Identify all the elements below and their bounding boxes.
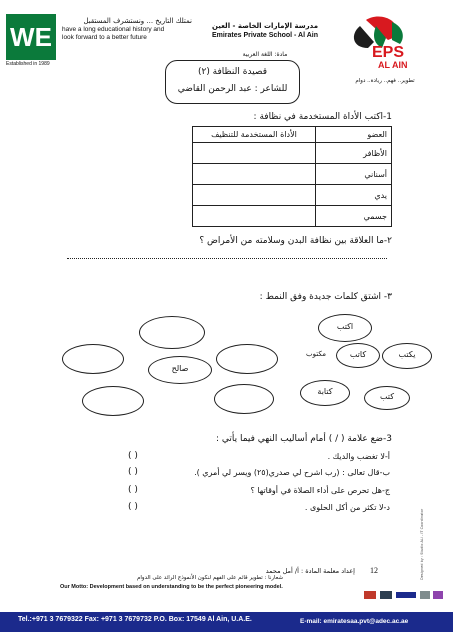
eps-slogan: تطوير.. فهم.. ريادة.. دوام — [355, 78, 415, 84]
we-established: Established in 1989 — [6, 61, 50, 67]
we-english-line-2: look forward to a better future — [62, 34, 147, 41]
example-word-top: اكتب — [336, 322, 354, 331]
lesson-poet: للشاعر : عبد الرحمن القاضي — [177, 84, 288, 94]
school-name-arabic: مدرسة الإمارات الخاصة - العين — [211, 22, 319, 30]
side-credit-right: Designed by : Studio ALi - IT Coordinator — [420, 508, 424, 580]
eps-logo-text: EPS — [372, 44, 405, 61]
we-english-line-1: have a long educational history and — [62, 26, 165, 33]
motto-arabic: شعارنا : تطوير قائم على الفهم لنكون الأنموذج الرائد على الدوام — [137, 575, 283, 581]
page-number: 12 — [370, 566, 378, 575]
contact-phone-address: Tel.:+971 3 7679322 Fax: +971 3 7679732 P.O. Box: 17549 Al Ain, U.A.E. — [18, 616, 252, 623]
example-word-left: مكتوب — [306, 350, 326, 358]
empty-oval-right[interactable] — [216, 344, 278, 374]
we-english-slogan — [62, 26, 192, 42]
organ-cell: يدي — [316, 185, 392, 206]
empty-oval-bottom-right[interactable] — [214, 384, 274, 414]
organ-cell: أسناني — [316, 164, 392, 185]
tool-answer-cell[interactable] — [193, 143, 316, 164]
eps-city-text: AL AIN — [378, 60, 408, 70]
we-arabic-slogan: نمتلك التاريخ ... ونستشرف المستقبل — [83, 17, 192, 25]
answer-dotted-line[interactable] — [67, 257, 387, 259]
prepared-by: إعداد معلمة المادة : أ/ أمل محمد — [265, 567, 355, 575]
motto-english: Our Motto: Development based on understanding to be the perfect pioneering model. — [60, 584, 283, 590]
school-name-english: Emirates Private School - Al Ain — [211, 32, 319, 39]
question-4-item: ب-قال تعالى : (رب اشرح لي صدري(٢٥) ويسر لي أمري ). — [194, 468, 390, 477]
empty-oval-left[interactable] — [62, 344, 124, 374]
table-row — [193, 164, 392, 185]
answer-parens[interactable]: ( ) — [128, 485, 138, 495]
table-row — [193, 143, 392, 164]
question-4-item: ج-هل تحرص على أداء الصلاة في أوقاتها ؟ — [250, 486, 390, 495]
column-header-tool: الأداة المستخدمة للتنظيف — [193, 127, 316, 143]
question-1-prompt: 1-اكتب الأداة المستخدمة في نظافة : — [253, 112, 392, 122]
subject-label: مادة: اللغة العربية — [242, 51, 288, 58]
question-4-item: د-لا تكثر من أكل الحلوى . — [304, 503, 390, 512]
lesson-title: قصيدة النظافة (٢) — [197, 67, 268, 77]
table-header-row — [193, 127, 392, 143]
tool-answer-cell[interactable] — [193, 206, 316, 227]
answer-parens[interactable]: ( ) — [128, 451, 138, 461]
table-row — [193, 185, 392, 206]
exercise-word: صالح — [171, 364, 189, 373]
example-word-right: يكتب — [398, 350, 416, 359]
answer-parens[interactable]: ( ) — [128, 502, 138, 512]
tool-answer-cell[interactable] — [193, 185, 316, 206]
question-4-item: أ-لا تغضب والديك . — [327, 452, 390, 461]
table-row — [193, 206, 392, 227]
accreditation-logos-icon — [364, 590, 444, 600]
organ-cell: جسمي — [316, 206, 392, 227]
example-word-bottom-left: كتابة — [317, 387, 333, 396]
contact-email[interactable]: E-mail: emiratesaa.pvt@adec.ac.ae — [300, 618, 409, 625]
question-4-prompt: 3-ضع علامة ( / ) أمام أساليب النهي فيما يأتي : — [215, 434, 392, 444]
tool-answer-cell[interactable] — [193, 164, 316, 185]
example-word-center: كاتب — [349, 350, 367, 359]
example-word-bottom-right: كتب — [379, 392, 395, 401]
question-2-prompt: ٢-ما العلاقة بين نظافة البدن وسلامته من الأمراض ؟ — [199, 236, 392, 246]
cleaning-tools-table — [192, 126, 392, 227]
question-3-prompt: ٣- اشتق كلمات جديدة وفق النمط : — [259, 292, 392, 302]
we-logo: WE — [6, 14, 56, 60]
answer-parens[interactable]: ( ) — [128, 467, 138, 477]
column-header-organ: العضو — [316, 127, 392, 143]
organ-cell: الأظافر — [316, 143, 392, 164]
empty-oval-top[interactable] — [139, 316, 205, 349]
empty-oval-bottom-left[interactable] — [82, 386, 144, 416]
